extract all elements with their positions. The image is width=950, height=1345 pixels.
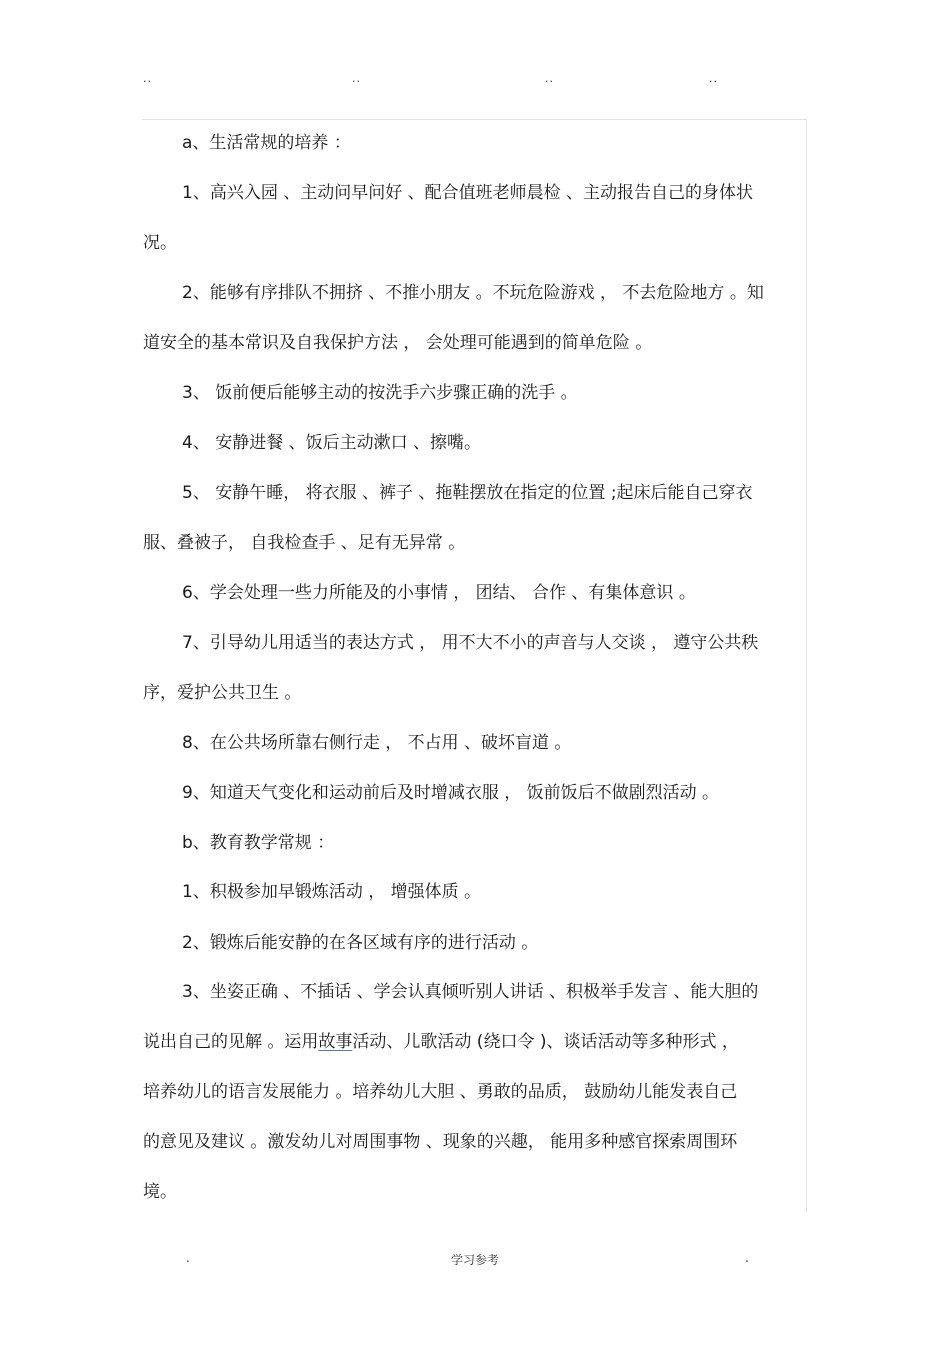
footer-title: 学习参考 — [451, 1253, 500, 1267]
paragraph-line: 3、 饭前便后能够主动的按洗手六步骤正确的洗手 。 — [182, 383, 578, 403]
footer-left-mark: . — [186, 1251, 190, 1265]
header-mark-2: .. — [352, 72, 361, 85]
paragraph-line: 7、引导幼儿用适当的表达方式 ， 用不大不小的声音与人交谈 ， 遵守公共秩 — [182, 633, 759, 653]
paragraph-line: 2、能够有序排队不拥挤 、不推小朋友 。不玩危险游戏 ， 不去危险地方 。知 — [182, 283, 764, 303]
header-mark-3: .. — [545, 72, 554, 85]
paragraph-line: 的意见及建议 。激发幼儿对周围事物 、现象的兴趣， 能用多种感官探索周围环 — [143, 1132, 738, 1152]
paragraph-line: 1、高兴入园 、主动问早问好 、配合值班老师晨检 、主动报告自己的身体状 — [182, 183, 754, 203]
paragraph-line: 况。 — [143, 233, 177, 253]
paragraph-line: 3、坐姿正确 、不插话 、学会认真倾听别人讲话 、积极举手发言 、能大胆的 — [182, 982, 759, 1002]
header-mark-1: .. — [143, 72, 152, 85]
text-segment: 活动、儿歌活动 (绕口令 )、谈话活动等多种形式 ， — [352, 1032, 739, 1052]
paragraph-line: 道安全的基本常识及自我保护方法 ， 会处理可能遇到的简单危险 。 — [143, 333, 653, 353]
paragraph-line: 1、积极参加早锻炼活动 ， 增强体质 。 — [182, 882, 482, 902]
paragraph-line: 培养幼儿的语言发展能力 。培养幼儿大胆 、勇敢的品质， 鼓励幼儿能发表自己 — [143, 1082, 738, 1102]
section-heading-a: a、生活常规的培养 ： — [182, 133, 351, 153]
paragraph-line: 9、知道天气变化和运动前后及时增减衣服 ， 饭前饭后不做剧烈活动 。 — [182, 783, 720, 803]
paragraph-line: 8、在公共场所靠右侧行走 ， 不占用 、破坏盲道 。 — [182, 733, 572, 753]
paragraph-line: 序，爱护公共卫生 。 — [143, 683, 302, 703]
footer-right-mark: . — [745, 1251, 749, 1265]
paragraph-line: 服、叠被子， 自我检查手 、足有无异常 。 — [143, 533, 466, 553]
paragraph-line: 4、 安静进餐 、饭后主动漱口 、擦嘴。 — [182, 433, 482, 453]
paragraph-line: 境。 — [143, 1182, 177, 1202]
section-heading-b: b、教育教学常规 ： — [182, 833, 335, 853]
paragraph-line — [143, 1031, 739, 1053]
paragraph-line: 6、学会处理一些力所能及的小事情 ， 团结、 合作 、有集体意识 。 — [182, 583, 696, 603]
paragraph-line: 5、 安静午睡， 将衣服 、裤子 、拖鞋摆放在指定的位置 ;起床后能自己穿衣 — [182, 483, 753, 503]
text-segment: 说出自己的见解 。运用 — [143, 1032, 319, 1052]
underlined-word: 故事 — [318, 1032, 353, 1052]
paragraph-line: 2、锻炼后能安静的在各区域有序的进行活动 。 — [182, 933, 539, 953]
header-mark-4: .. — [709, 72, 718, 85]
